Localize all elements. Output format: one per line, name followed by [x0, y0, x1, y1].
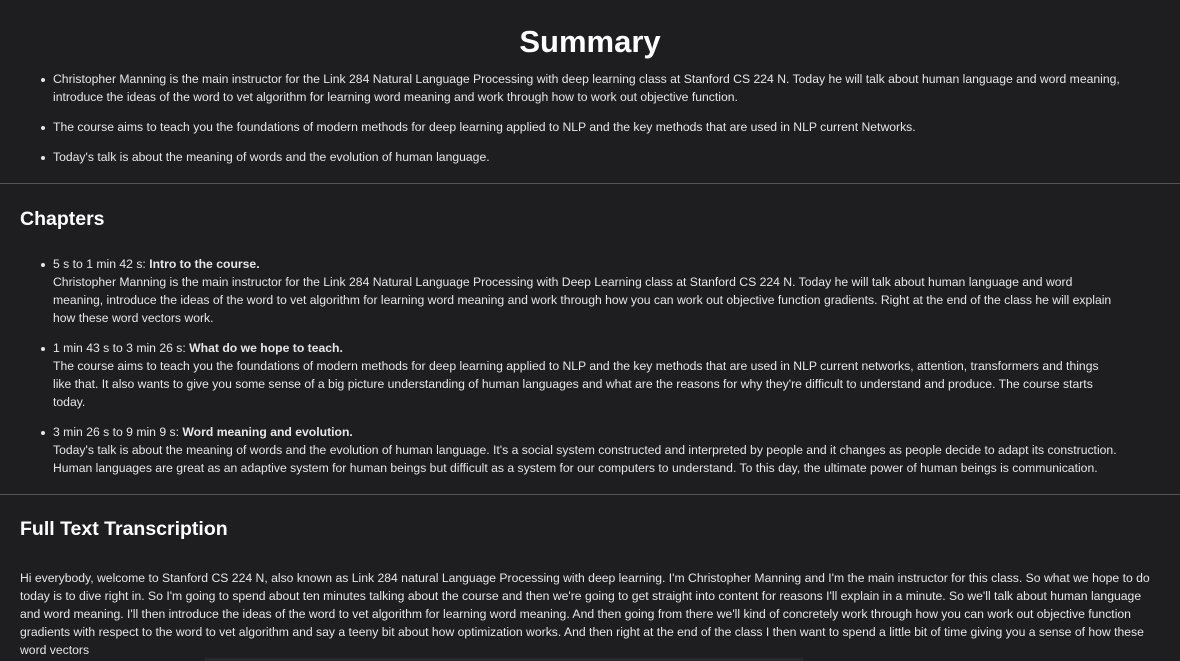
- chapter-body: Today's talk is about the meaning of words and the evolution of human language. It's a social system constructed and interpreted by people and it changes as people decide to adapt its construction. Human languages are great as an adaptive system for human beings but difficult as a system for our computers to understand. To this day, the ultimate power of human beings is communication.: [53, 443, 1117, 475]
- chapters-title: Chapters: [20, 208, 105, 230]
- chapter-heading: Word meaning and evolution.: [182, 425, 353, 439]
- transcription-title: Full Text Transcription: [20, 518, 228, 540]
- chapters-list: [0, 255, 1180, 477]
- chapter-item: [41, 423, 1180, 477]
- chapter-body: Christopher Manning is the main instructor for the Link 284 Natural Language Processing with Deep Learning class at Stanford CS 224 N. Today he will talk about human language and word meaning, introduce the ideas of the word to vet algorithm for learning word meaning and work through how you can work out objective function gradients. Right at the end of the class he will explain how these word vectors work.: [53, 275, 1112, 325]
- chapter-time: 5 s to 1 min 42 s:: [53, 257, 150, 271]
- summary-list: [0, 70, 1180, 166]
- summary-item: Christopher Manning is the main instructor for the Link 284 Natural Language Processing with deep learning class at Stanford CS 224 N. Today he will talk about human language and word meaning, introduce the ideas of the word to vet algorithm for learning word meaning and work through how to work out objective function.: [41, 70, 1180, 106]
- chapter-time: 3 min 26 s to 9 min 9 s:: [53, 425, 183, 439]
- chapter-item: [41, 255, 1180, 327]
- chapter-body: The course aims to teach you the foundations of modern methods for deep learning applied to NLP and the key methods that are used in NLP current networks, attention, transformers and things like that. It also wants to give you some sense of a big picture understanding of human languages and what are the reasons for why they're difficult to understand and produce. The course starts today.: [53, 359, 1099, 409]
- chapter-time: 1 min 43 s to 3 min 26 s:: [53, 341, 190, 355]
- summary-item: Today's talk is about the meaning of words and the evolution of human language.: [41, 148, 1180, 166]
- chapter-heading: Intro to the course.: [149, 257, 260, 271]
- transcription-text: Hi everybody, welcome to Stanford CS 224 N, also known as Link 284 natural Language Processing with deep learning. I'm Christopher Manning and I'm the main instructor for this class. So what we hope to do today is to dive right in. So I'm going to spend about ten minutes talking about the course and then we're going to get straight into content for reasons I'll explain in a minute. So we'll talk about human language and word meaning. I'll then introduce the ideas of the word to vet algorithm for learning word meaning. And then going from there we'll kind of concretely work through how you can work out objective function gradients with respect to the word to vet algorithm and say a teeny bit about how optimization works. And then right at the end of the class I then want to spend a little bit of time giving you a sense of how these word vectors: [20, 571, 1150, 657]
- chapter-item: [41, 339, 1180, 411]
- summary-item: The course aims to teach you the foundations of modern methods for deep learning applied to NLP and the key methods that are used in NLP current Networks.: [41, 118, 1180, 136]
- summary-title: Summary: [519, 24, 661, 59]
- chapter-heading: What do we hope to teach.: [189, 341, 343, 355]
